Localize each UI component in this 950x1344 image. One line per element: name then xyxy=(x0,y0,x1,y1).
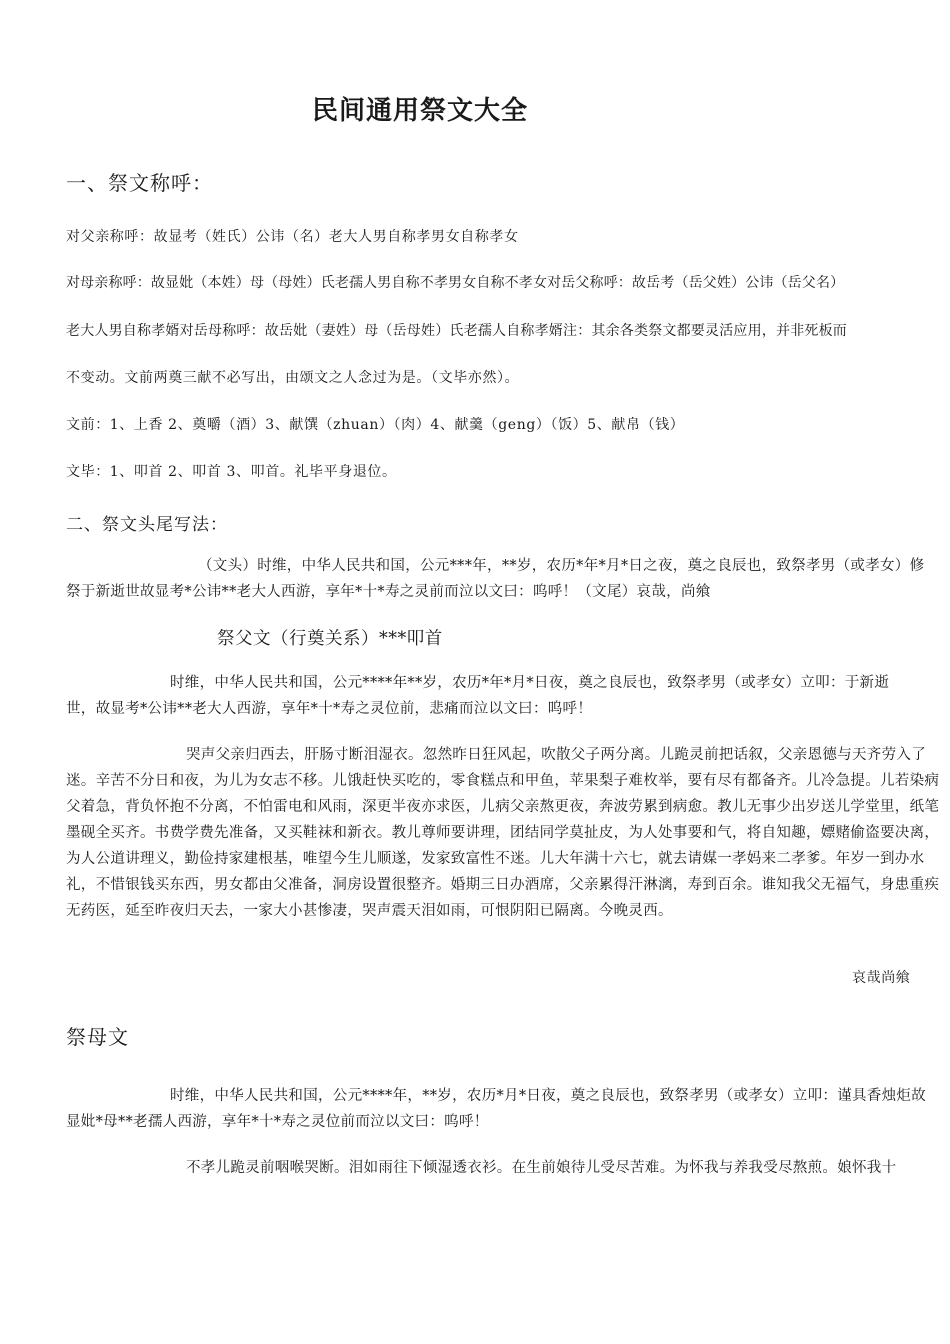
paragraph-line: 对母亲称呼：故显妣（本姓）母（母姓）氏老孺人男自称不孝男女自称不孝女对岳父称呼：故岳考（岳父姓）公讳（岳父名） xyxy=(66,275,845,291)
format-paragraph: （文头）时维，中华人民共和国，公元***年，**岁，农历*年*月*日之夜，奠之良辰也，致祭孝男（或孝女）修祭于新逝世故显考*公讳**老大人西游，享年*十*寿之灵前而泣以文曰：呜呼！（文尾）哀哉，尚飨 xyxy=(66,558,925,600)
father-heading: 祭父文（行奠关系）***叩首 xyxy=(217,629,443,649)
section-heading-format: 二、祭文头尾写法： xyxy=(66,515,228,535)
father-intro: 时维，中华人民共和国，公元****年**岁，农历*年*月*日夜，奠之良辰也，致祭孝男（或孝女）立叩：于新逝世，故显考*公讳**老大人西游，享年*十*寿之灵位前，悲痛而泣以文曰：呜呼！ xyxy=(66,675,890,717)
paragraph-line: 文前：1、上香 2、奠嚼（酒）3、献馔（zhuan）（肉）4、献羹（geng）（饭）5、献帛（钱） xyxy=(66,417,685,433)
section-heading-address: 一、祭文称呼： xyxy=(66,171,213,195)
mother-body: 不孝儿跪灵前咽喉哭断。泪如雨往下倾湿透衣衫。在生前娘待儿受尽苦难。为怀我与养我受尽熬煎。娘怀我十 xyxy=(186,1160,897,1176)
mother-heading: 祭母文 xyxy=(66,1025,129,1049)
paragraph-line: 不变动。文前两奠三献不必写出，由颂文之人念过为是。（文毕亦然）。 xyxy=(66,370,520,386)
father-closing: 哀哉尚飨 xyxy=(852,970,911,986)
mother-intro: 时维，中华人民共和国，公元****年，**岁，农历*月*日夜，奠之良辰也，致祭孝男（或孝女）立叩：谨具香烛炬故显妣*母**老孺人西游，享年*十*寿之灵位前而泣以文曰：呜呼！ xyxy=(66,1088,926,1130)
paragraph-line: 文毕：1、叩首 2、叩首 3、叩首。礼毕平身退位。 xyxy=(66,464,397,480)
father-body: 哭声父亲归西去，肝肠寸断泪湿衣。忽然昨日狂风起，吹散父子两分离。儿跪灵前把话叙，父亲恩德与天齐劳入了迷。辛苦不分日和夜，为儿为女志不移。儿饿赶快买吃的，零食糕点和甲鱼，苹果梨子难枚举，要有尽有都备齐。儿冷急提。儿若染病父着急，背负怀抱不分离，不怕雷电和风雨，深更半夜亦求医，儿病父亲熬更夜，奔波劳累到病愈。教儿无事少出岁送儿学堂里，纸笔墨砚全买齐。书费学费先准备，又买鞋袜和新衣。教儿尊师要讲理，团结同学莫扯皮，为人处事要和气，将自知趣，嫖赌偷盗要决离，为人公道讲理义，勤俭持家建根基，唯望今生儿顺遂，发家致富性不迷。儿大年满十六七，就去请媒一孝妈来二孝爹。年岁一到办水礼，不惜银钱买东西，男女都由父准备，洞房设置很整齐。婚期三日办酒席，父亲累得汗淋漓，寿到百余。谁知我父无福气，身患重疾无药医，延至昨夜归天去，一家大小甚惨凄，哭声震天泪如雨，可恨阴阳已隔离。今晚灵西。 xyxy=(66,747,940,919)
paragraph-line: 对父亲称呼：故显考（姓氏）公讳（名）老大人男自称孝男女自称孝女 xyxy=(66,229,519,245)
paragraph-line: 老大人男自称孝婿对岳母称呼：故岳妣（妻姓）母（岳母姓）氏老孺人自称孝婿注：其余各类祭文都要灵活应用，并非死板而 xyxy=(66,323,847,339)
document-title: 民间通用祭文大全 xyxy=(312,96,529,126)
